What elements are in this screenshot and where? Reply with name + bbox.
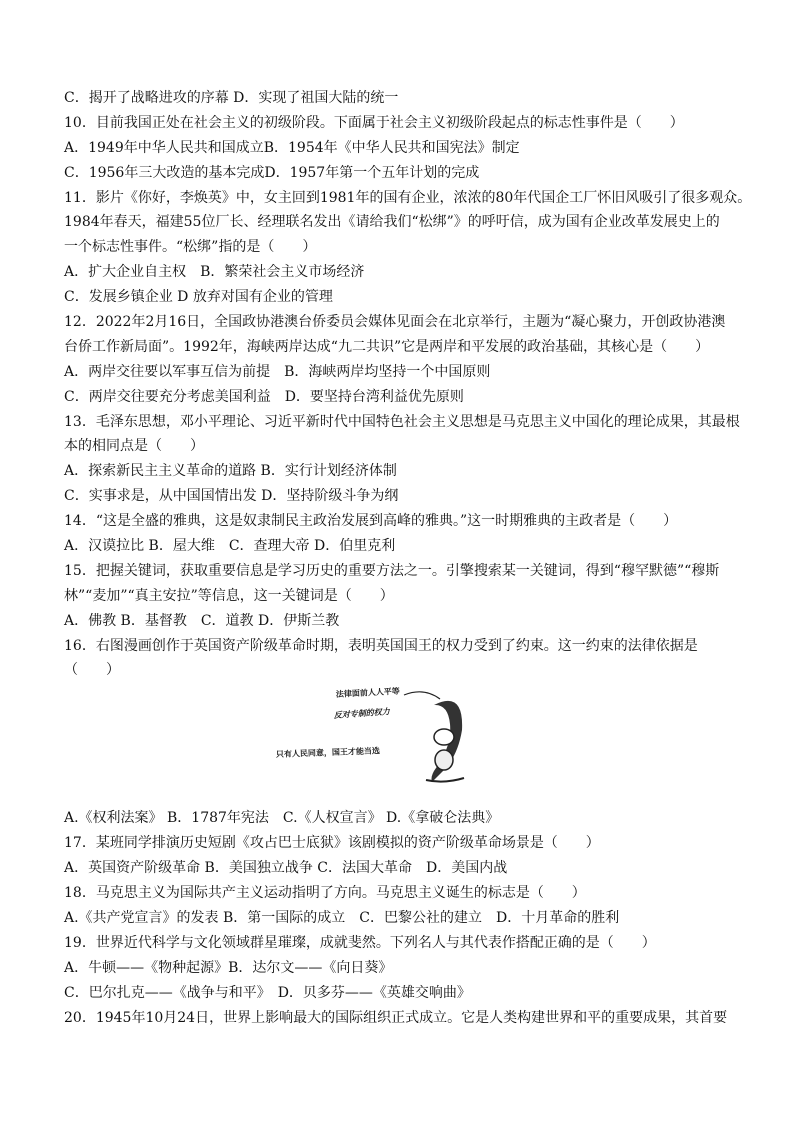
cartoon-figure [64, 683, 730, 806]
text-line: 台侨工作新局面”。1992年，海峡两岸达成“九二共识”它是两岸和平发展的政治基础，其核心是（ ） [64, 338, 710, 355]
cartoon-caption-2: 反对专制的权力 [333, 706, 391, 721]
options-line: C．实事求是，从中国国情出发 D．坚持阶级斗争为纲 [64, 488, 399, 505]
options-line: C．巴尔扎克——《战争与和平》 D．贝多芬——《英雄交响曲》 [64, 984, 471, 1001]
question-20: 20．1945年10月24日，世界上影响最大的国际组织正式成立。它是人类构建世界和平的重要成果，其首要 [64, 1009, 728, 1026]
text-line: （ ） [64, 662, 120, 679]
options-line: A．探索新民主主义革命的道路 B．实行计划经济体制 [64, 463, 397, 480]
cartoon-illustration [276, 685, 476, 785]
options-line: A．1949年中华人民共和国成立B．1954年《中华人民共和国宪法》制定 [64, 139, 520, 156]
options-line: A．佛教 B．基督教 C．道教 D．伊斯兰教 [64, 612, 340, 629]
cartoon-caption-1: 法律面前人人平等 [335, 686, 401, 700]
question-17: 17．某班同学排演历史短剧《攻占巴士底狱》该剧模拟的资产阶级革命场景是（ ） [64, 835, 600, 852]
options-line: A．英国资产阶级革命 B．美国独立战争 C．法国大革命 D．美国内战 [64, 860, 508, 877]
text-line: 林”“麦加”“真主安拉”等信息，这一关键词是（ ） [64, 587, 394, 604]
question-11: 11．影片《你好，李焕英》中，女主回到1981年的国有企业，浓浓的80年代国企工厂怀旧风吸引了很多观众。 [64, 189, 752, 206]
question-10: 10．目前我国正处在社会主义的初级阶段。下面属于社会主义初级阶段起点的标志性事件是（ ） [64, 114, 684, 131]
options-line: C．1956年三大改造的基本完成D．1957年第一个五年计划的完成 [64, 164, 480, 181]
king-head [434, 729, 454, 745]
text-line: 1984年春天，福建55位厂长、经理联名发出《请给我们“松绑”》的呼吁信，成为国有企业改革发展史上的 [64, 214, 720, 231]
question-12: 12．2022年2月16日，全国政协港澳台侨委员会媒体见面会在北京举行，主题为“凝心聚力，开创政协港澳 [64, 314, 726, 331]
question-19: 19．世界近代科学与文化领域群星璀璨，成就斐然。下列名人与其代表作搭配正确的是（ ） [64, 934, 656, 951]
text-line: 一个标志性事件。“松绑”指的是（ ） [64, 239, 317, 256]
options-line: A.《权利法案》 B．1787年宪法 C.《人权宣言》 D.《拿破仑法典》 [64, 810, 500, 827]
options-line: A．两岸交往要以军事互信为前提 B．海峡两岸均坚持一个中国原则 [64, 363, 491, 380]
exam-page [64, 86, 752, 1030]
options-line: C．两岸交往要充分考虑美国利益 D．要坚持台湾利益优先原则 [64, 388, 464, 405]
question-18: 18．马克思主义为国际共产主义运动指明了方向。马克思主义诞生的标志是（ ） [64, 885, 586, 902]
options-line: A．牛顿——《物种起源》B．达尔文——《向日葵》 [64, 959, 393, 976]
question-15: 15．把握关键词，获取重要信息是学习历史的重要方法之一。引擎搜索某一关键词，得到“穆罕默德”“穆斯 [64, 562, 720, 579]
options-line: C．发展乡镇企业 D 放弃对国有企业的管理 [64, 289, 333, 306]
cartoon-caption-3: 只有人民同意，国王才能当选 [276, 745, 381, 760]
text-line: C．揭开了战略进攻的序幕 D．实现了祖国大陆的统一 [64, 90, 399, 106]
options-line: A.《共产党宣言》的发表 B．第一国际的成立 C．巴黎公社的建立 D．十月革命的胜利 [64, 909, 620, 926]
question-16: 16．右图漫画创作于英国资产阶级革命时期，表明英国国王的权力受到了约束。这一约束的法律依据是 [64, 637, 698, 654]
cartoon-ribbon [404, 692, 440, 699]
question-13: 13．毛泽东思想，邓小平理论、习近平新时代中国特色社会主义思想是马克思主义中国化的理论成果，其最根 [64, 413, 740, 430]
question-14: 14．“这是全盛的雅典，这是奴隶制民主政治发展到高峰的雅典。”这一时期雅典的主政者是（ ） [64, 513, 678, 530]
king-body [435, 750, 453, 770]
options-line: A．汉谟拉比 B．屋大维 C．查理大帝 D．伯里克利 [64, 538, 396, 555]
options-line: A．扩大企业自主权 B．繁荣社会主义市场经济 [64, 264, 365, 281]
text-line: 本的相同点是（ ） [64, 438, 204, 455]
